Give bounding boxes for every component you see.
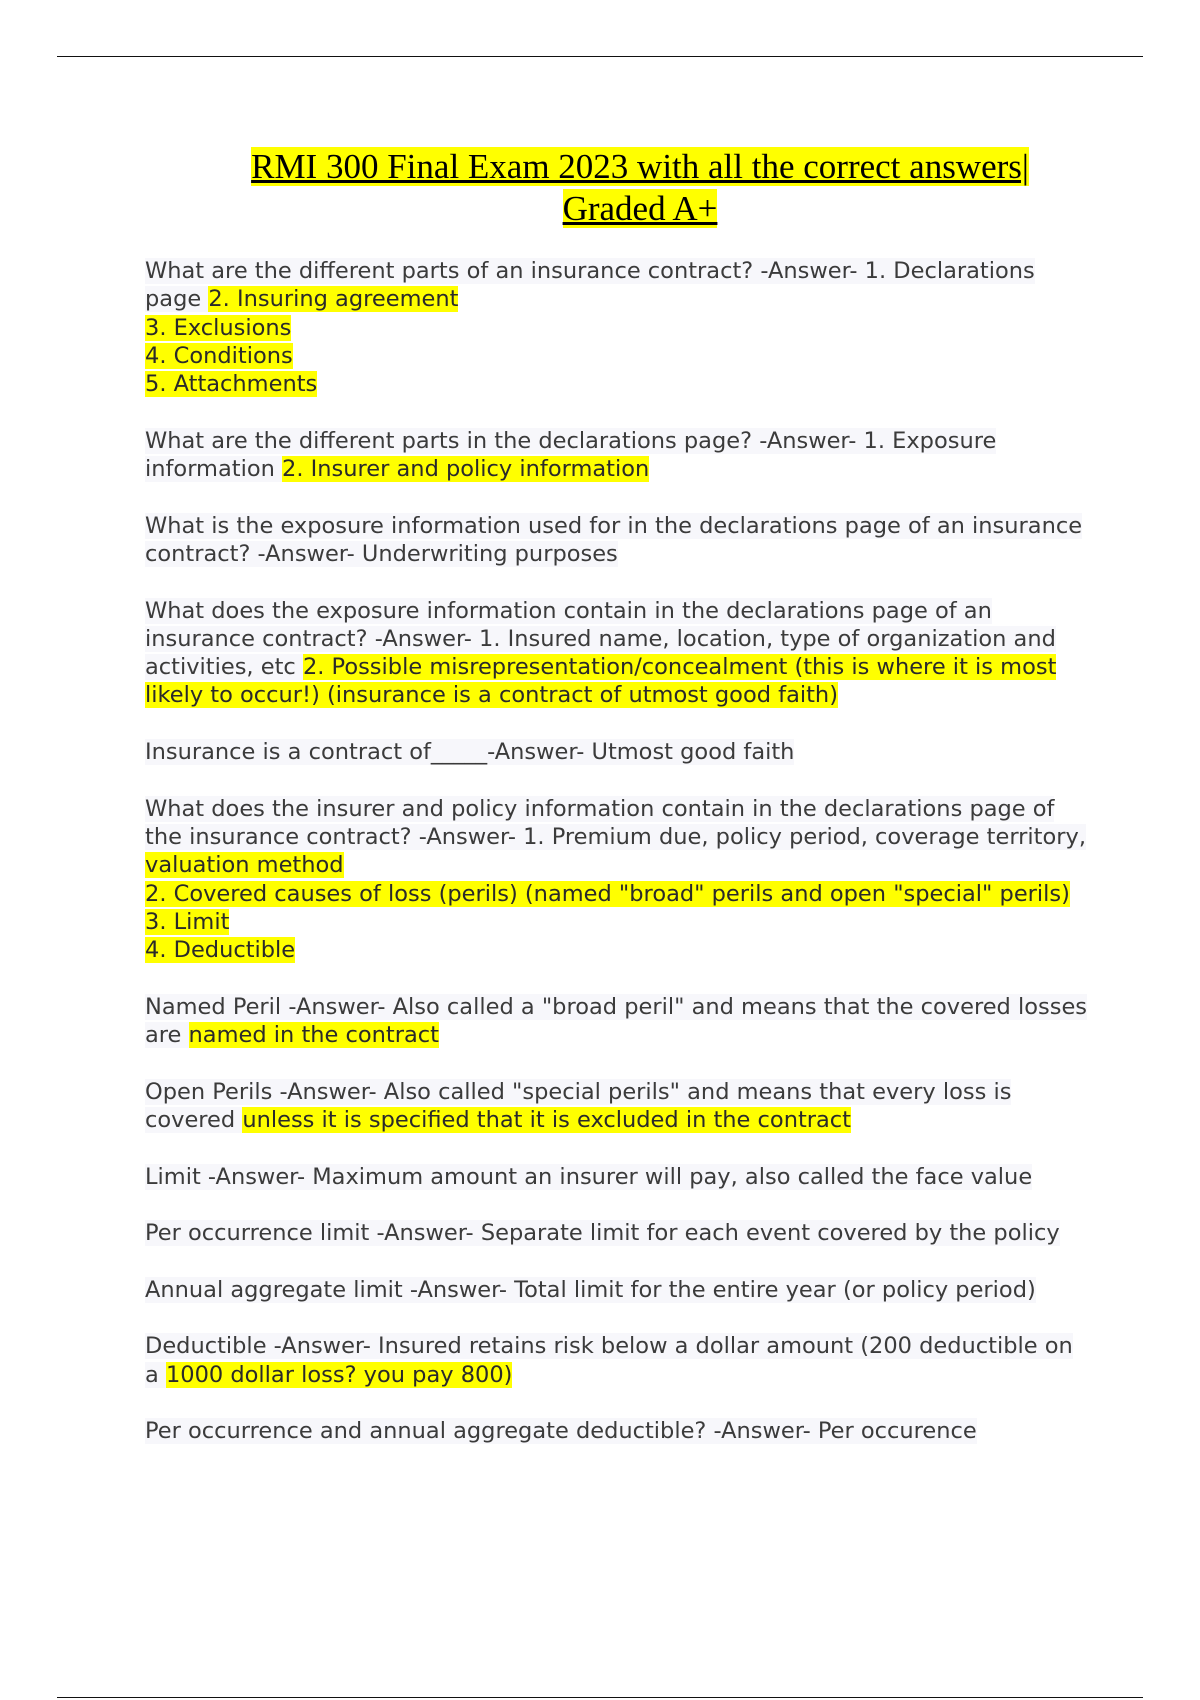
document-body xyxy=(145,257,1090,1474)
answer-line: 2. Covered causes of loss (perils) (named "broad" perils and open "special" perils) 3. Limit xyxy=(145,880,1070,935)
answer-line: 4. Deductible xyxy=(145,937,296,964)
qa-text: Named Peril -Answer- Also called a "broad peril" and means that the covered losses are xyxy=(145,993,1088,1049)
answer-line: 5. Attachments xyxy=(145,371,318,398)
answer-line: 4. Conditions xyxy=(145,342,293,369)
qa-text: What is the exposure information used for in the declarations page of an insurance contract? -Answer- Underwriting purposes xyxy=(145,512,1083,567)
document-title xyxy=(145,146,1135,230)
highlighted-answer: named in the contract xyxy=(188,1022,439,1049)
qa-item xyxy=(145,1417,1090,1445)
header-rule xyxy=(57,56,1143,57)
qa-text: Annual aggregate limit -Answer- Total limit for the entire year (or policy period) xyxy=(145,1276,1036,1303)
qa-item xyxy=(145,795,1090,965)
qa-text: Deductible -Answer- Insured retains risk below a dollar amount (200 deductible on a xyxy=(145,1333,1073,1388)
highlighted-answer: unless it is specified that it is excluded in the contract xyxy=(242,1106,852,1133)
qa-item xyxy=(145,427,1090,484)
qa-text: Per occurrence and annual aggregate deductible? -Answer- Per occurence xyxy=(145,1418,977,1445)
qa-item xyxy=(145,257,1090,398)
highlighted-answer: valuation method xyxy=(145,852,344,879)
qa-text: What are the different parts of an insurance contract? -Answer- 1. Declarations page xyxy=(145,258,1035,313)
qa-item xyxy=(145,1163,1090,1191)
qa-text: Per occurrence limit -Answer- Separate limit for each event covered by the policy xyxy=(145,1220,1060,1247)
qa-item xyxy=(145,993,1090,1050)
qa-item xyxy=(145,1276,1090,1304)
qa-item xyxy=(145,597,1090,710)
qa-item xyxy=(145,512,1090,569)
qa-item xyxy=(145,1078,1090,1135)
highlighted-answer: 2. Insurer and policy information xyxy=(282,456,650,483)
highlighted-answer: 2. Possible misrepresentation/concealment (this is where it is most likely to occur!) (insurance is a contract of utmost good faith) xyxy=(145,654,1057,709)
title-line-1: RMI 300 Final Exam 2023 with all the correct answers| xyxy=(251,147,1029,186)
qa-text: Open Perils -Answer- Also called "special perils" and means that every loss is covered xyxy=(145,1078,1012,1133)
qa-item xyxy=(145,738,1090,766)
highlighted-answer: 2. Insuring agreement xyxy=(208,286,459,313)
qa-text: What does the insurer and policy information contain in the declarations page of the insurance contract? -Answer- 1. Premium due, policy period, coverage territory, xyxy=(145,795,1086,850)
qa-text: Limit -Answer- Maximum amount an insurer will pay, also called the face value xyxy=(145,1163,1033,1190)
qa-item xyxy=(145,1332,1090,1389)
footer-rule xyxy=(57,1697,1143,1698)
qa-text: Insurance is a contract of_____-Answer- Utmost good faith xyxy=(145,739,795,766)
qa-text: What are the different parts in the declarations page? -Answer- 1. Exposure information xyxy=(145,427,997,483)
highlighted-answer: 1000 dollar loss? you pay 800) xyxy=(165,1361,513,1388)
qa-text: What does the exposure information contain in the declarations page of an insurance contract? -Answer- 1. Insured name, location, type of organization and activities, etc xyxy=(145,597,1056,681)
qa-item xyxy=(145,1219,1090,1247)
title-line-2: Graded A+ xyxy=(562,189,718,228)
answer-line: 3. Exclusions xyxy=(145,314,292,341)
